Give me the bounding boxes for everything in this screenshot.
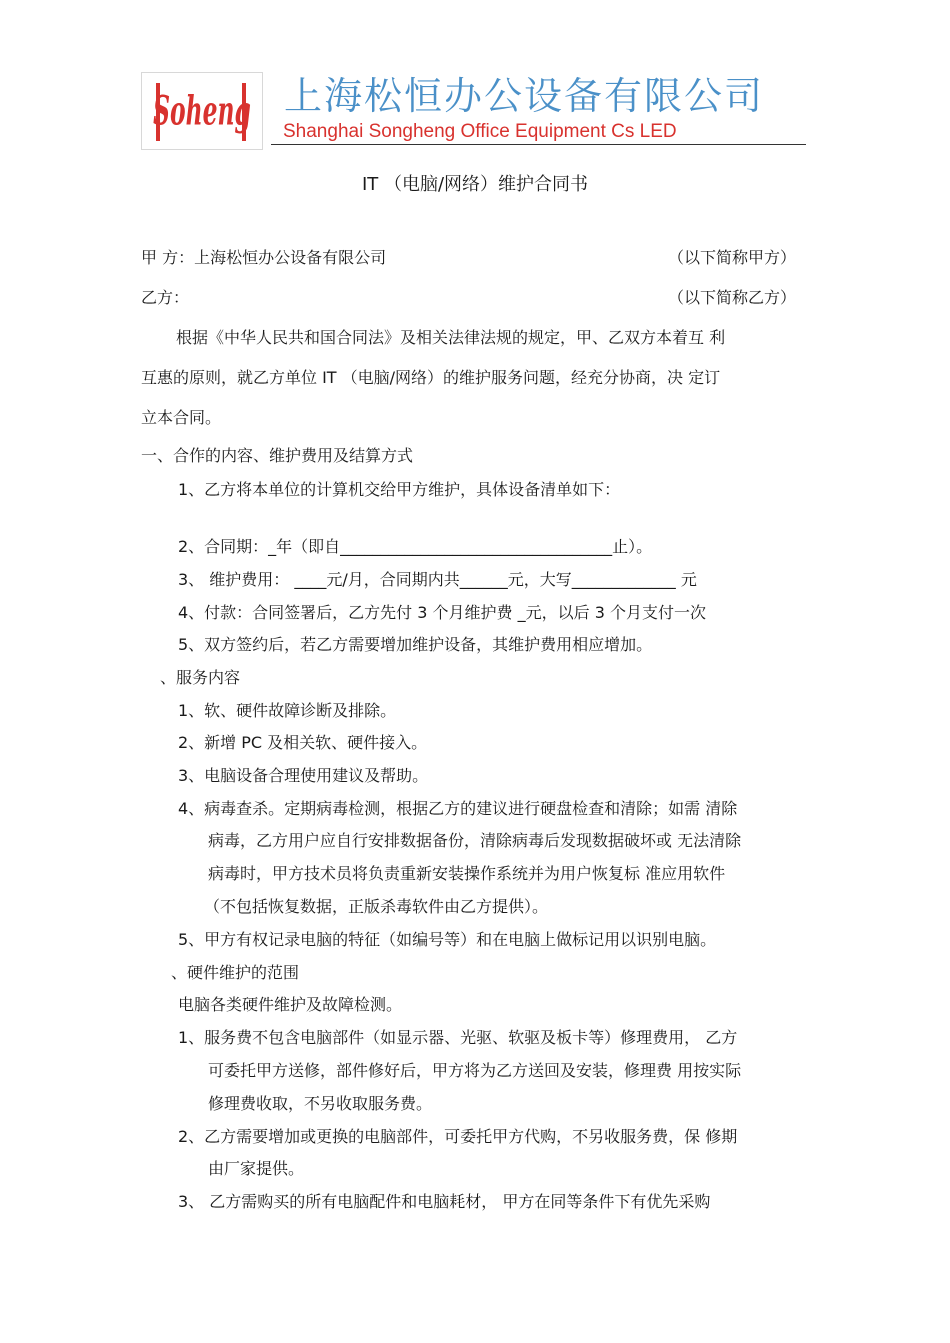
party-a-label: 甲 方：上海松恒办公设备有限公司: [141, 248, 387, 267]
header-divider: [271, 144, 806, 145]
clause-item: 3、电脑设备合理使用建议及帮助。: [178, 766, 429, 785]
intro-line: 立本合同。: [141, 408, 222, 427]
clause-item: 2、新增 PC 及相关软、硬件接入。: [178, 733, 428, 752]
clause-item: 2、合同期：_年（即自__________________________________止）。: [178, 537, 653, 556]
clause-item: 5、甲方有权记录电脑的特征（如编号等）和在电脑上做标记用以识别电脑。: [178, 930, 717, 949]
clause-continuation: 病毒，乙方用户应自行安排数据备份，清除病毒后发现数据破坏或 无法清除: [208, 831, 742, 850]
clause-item: 3、 维护费用： ____元/月，合同期内共______元，大写_____________ 元: [178, 570, 697, 589]
clause-continuation: 由厂家提供。: [208, 1159, 305, 1178]
clause-item: 4、付款：合同签署后，乙方先付 3 个月维护费 _元，以后 3 个月支付一次: [178, 603, 706, 622]
clause-continuation: 可委托甲方送修，部件修好后，甲方将为乙方送回及安装，修理费 用按实际: [208, 1061, 742, 1080]
intro-line: 互惠的原则，就乙方单位 IT （电脑/网络）的维护服务问题，经充分协商，决 定订: [141, 368, 721, 387]
clause-item: 4、病毒查杀。定期病毒检测，根据乙方的建议进行硬盘检查和清除；如需 清除: [178, 799, 738, 818]
party-a-note: （以下简称甲方）: [668, 248, 797, 267]
section-heading: 、服务内容: [160, 668, 241, 687]
clause-item: 5、双方签约后，若乙方需要增加维护设备，其维护费用相应增加。: [178, 635, 653, 654]
clause-item: 2、乙方需要增加或更换的电脑部件，可委托甲方代购，不另收服务费，保 修期: [178, 1127, 738, 1146]
section-heading: 、硬件维护的范围: [171, 963, 300, 982]
clause-continuation: 修理费收取，不另收取服务费。: [208, 1094, 433, 1113]
intro-line: 根据《中华人民共和国合同法》及相关法律法规的规定，甲、乙双方本着互 利: [176, 328, 726, 347]
document-title: IT （电脑/网络）维护合同书: [361, 174, 589, 195]
section-intro: 电脑各类硬件维护及故障检测。: [178, 995, 403, 1014]
company-name-cn: 上海松恒办公设备有限公司: [284, 74, 765, 118]
party-b-note: （以下简称乙方）: [668, 288, 797, 307]
company-logo: [141, 72, 263, 150]
logo-text: Soheng: [153, 86, 251, 135]
logo-graphic: [142, 73, 262, 149]
clause-item: 1、软、硬件故障诊断及排除。: [178, 701, 397, 720]
clause-continuation: 病毒时，甲方技术员将负责重新安装操作系统并为用户恢复标 准应用软件: [208, 864, 726, 883]
party-b-label: 乙方：: [141, 288, 190, 307]
clause-item: 3、 乙方需购买的所有电脑配件和电脑耗材， 甲方在同等条件下有优先采购: [178, 1192, 711, 1211]
clause-item: 1、服务费不包含电脑部件（如显示器、光驱、软驱及板卡等）修理费用， 乙方: [178, 1028, 738, 1047]
company-name-en: Shanghai Songheng Office Equipment Cs LED: [283, 121, 677, 142]
clause-item: 1、乙方将本单位的计算机交给甲方维护，具体设备清单如下：: [178, 480, 621, 499]
clause-continuation: （不包括恢复数据，正版杀毒软件由乙方提供）。: [204, 897, 549, 916]
section-heading: 一、合作的内容、维护费用及结算方式: [141, 446, 414, 465]
